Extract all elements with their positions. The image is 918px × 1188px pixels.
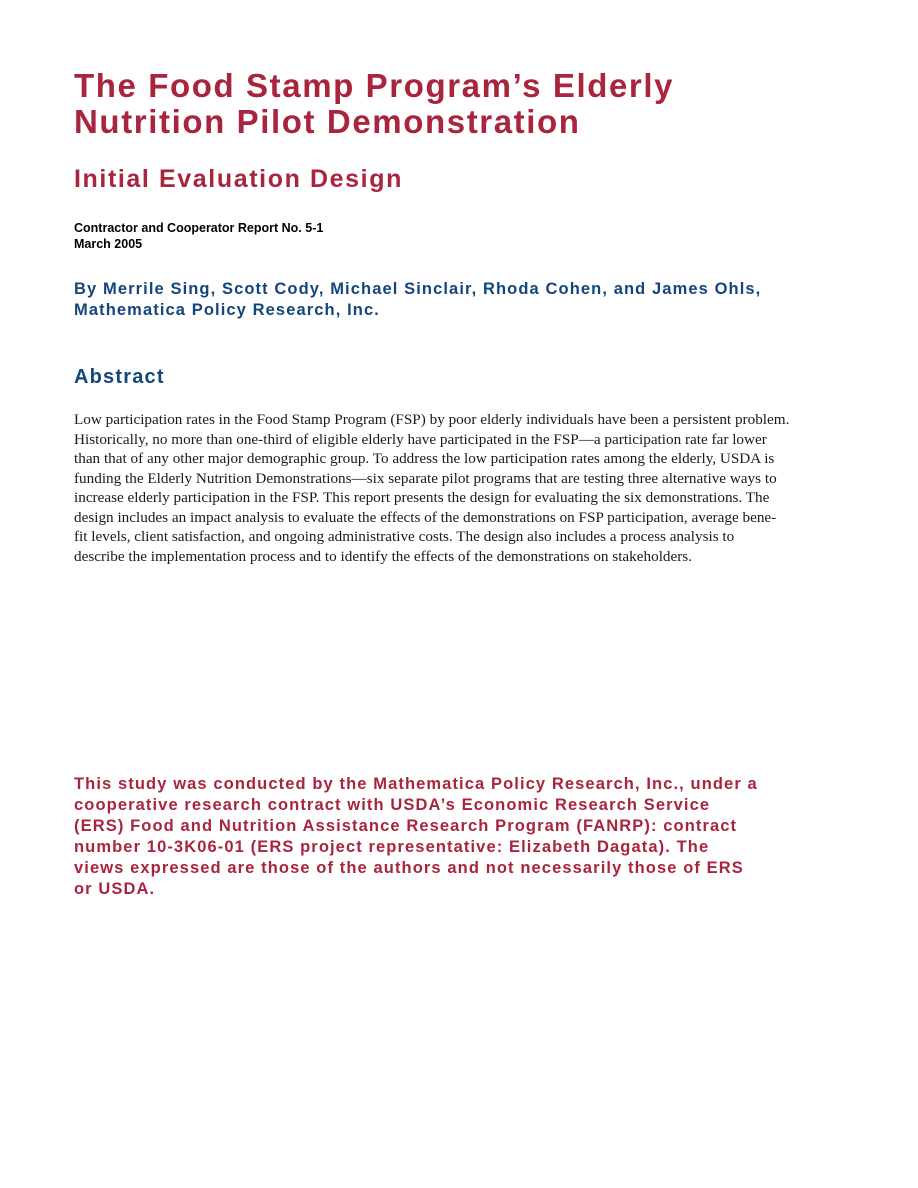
abstract-heading: Abstract: [74, 366, 165, 388]
report-number: Contractor and Cooperator Report No. 5-1: [74, 221, 324, 235]
notice-line: number 10-3K06-01 (ERS project representative: Elizabeth Dagata). The: [74, 838, 710, 856]
abstract-line: describe the implementation process and to identify the effects of the demonstrations on stakeholders.: [74, 547, 693, 565]
notice-line: This study was conducted by the Mathematica Policy Research, Inc., under a: [74, 775, 758, 793]
report-title: [74, 68, 674, 140]
report-title-line-2: Nutrition Pilot Demonstration: [74, 103, 581, 140]
report-date: March 2005: [74, 237, 143, 251]
author-line-1: By Merrile Sing, Scott Cody, Michael Sinclair, Rhoda Cohen, and James Ohls,: [74, 280, 762, 298]
abstract-text: [74, 410, 849, 566]
report-title-line-1: The Food Stamp Program’s Elderly: [74, 67, 675, 104]
report-subtitle: Initial Evaluation Design: [74, 165, 403, 193]
abstract-line: design includes an impact analysis to evaluate the effects of the demonstrations on FSP participation, average bene-: [74, 508, 777, 526]
notice-line: views expressed are those of the authors and not necessarily those of ERS: [74, 859, 744, 877]
funding-notice: [74, 774, 864, 900]
abstract-line: than that of any other major demographic group. To address the low participation rates among the elderly, USDA is: [74, 450, 775, 467]
author-byline: [74, 279, 864, 321]
abstract-line: increase elderly participation in the FSP. This report presents the design for evaluating the six demonstrations. The: [74, 489, 770, 506]
abstract-line: funding the Elderly Nutrition Demonstrations—six separate pilot programs that are testing three alternative ways to: [74, 469, 777, 487]
abstract-line: fit levels, client satisfaction, and ongoing administrative costs. The design also includes a process analysis to: [74, 528, 735, 545]
notice-line: cooperative research contract with USDA’s Economic Research Service: [74, 796, 711, 814]
abstract-line: Historically, no more than one-third of eligible elderly have participated in the FSP—a participation rate far lower: [74, 430, 767, 448]
abstract-line: Low participation rates in the Food Stamp Program (FSP) by poor elderly individuals have been a persistent problem.: [74, 411, 790, 428]
notice-line: or USDA.: [74, 880, 156, 898]
notice-line: (ERS) Food and Nutrition Assistance Research Program (FANRP): contract: [74, 817, 738, 835]
author-line-2: Mathematica Policy Research, Inc.: [74, 301, 380, 319]
report-meta: [74, 220, 323, 252]
